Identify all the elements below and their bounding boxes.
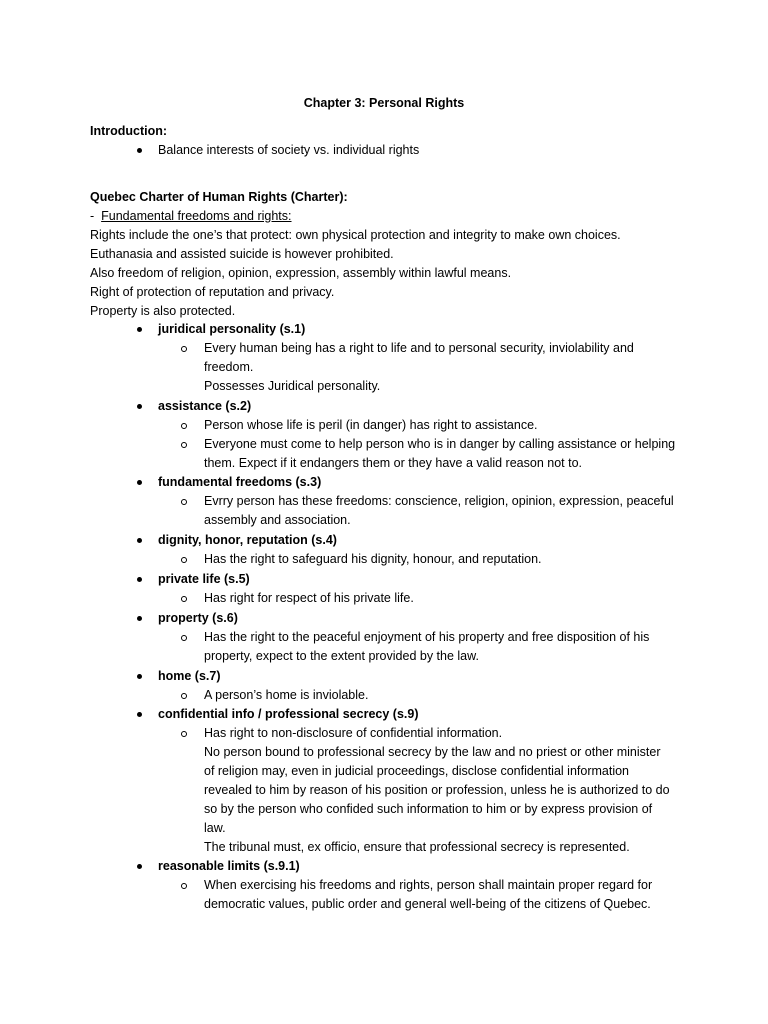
bullet-icon [137, 712, 142, 717]
charter-line: Rights include the one’s that protect: own physical protection and integrity to make own choices. [90, 228, 621, 242]
charter-line: Property is also protected. [90, 304, 236, 318]
bullet-icon [137, 404, 142, 409]
sub-bullet-icon [181, 883, 187, 889]
sub-bullet-icon [181, 635, 187, 641]
sub-bullet-icon [181, 557, 187, 563]
section-heading-s7: home (s.7) [158, 669, 221, 683]
bullet-icon [137, 148, 142, 153]
charter-subheading: Fundamental freedoms and rights: [101, 209, 292, 223]
section-heading-s1: juridical personality (s.1) [158, 322, 306, 336]
section-item: democratic values, public order and general well-being of the citizens of Quebec. [204, 897, 651, 911]
dash-marker: - [90, 209, 95, 223]
section-item: property, expect to the extent provided by the law. [204, 649, 479, 663]
section-heading-s6: property (s.6) [158, 611, 238, 625]
intro-heading: Introduction: [90, 124, 168, 138]
section-item: Every human being has a right to life and to personal security, inviolability and [204, 341, 634, 355]
section-item: Evrry person has these freedoms: conscience, religion, opinion, expression, peaceful [204, 494, 674, 508]
section-item: Possesses Juridical personality. [204, 379, 381, 393]
section-item: The tribunal must, ex officio, ensure that professional secrecy is represented. [204, 840, 630, 854]
section-heading-s2: assistance (s.2) [158, 399, 252, 413]
section-item: Has the right to safeguard his dignity, honour, and reputation. [204, 552, 542, 566]
charter-line: Right of protection of reputation and privacy. [90, 285, 335, 299]
bullet-icon [137, 480, 142, 485]
section-heading-s3: fundamental freedoms (s.3) [158, 475, 322, 489]
intro-bullet-text: Balance interests of society vs. individual rights [158, 143, 420, 157]
charter-line: Euthanasia and assisted suicide is however prohibited. [90, 247, 394, 261]
sub-bullet-icon [181, 423, 187, 429]
bullet-icon [137, 538, 142, 543]
section-item: Has the right to the peaceful enjoyment of his property and free disposition of his [204, 630, 650, 644]
bullet-icon [137, 864, 142, 869]
section-item: freedom. [204, 360, 254, 374]
sub-bullet-icon [181, 346, 187, 352]
section-heading-s91: reasonable limits (s.9.1) [158, 859, 300, 873]
bullet-icon [137, 327, 142, 332]
section-item: Person whose life is peril (in danger) has right to assistance. [204, 418, 538, 432]
section-heading-s4: dignity, honor, reputation (s.4) [158, 533, 337, 547]
sub-bullet-icon [181, 499, 187, 505]
section-item: Has right to non-disclosure of confidential information. [204, 726, 503, 740]
section-heading-s9: confidential info / professional secrecy (s.9) [158, 707, 419, 721]
section-item: Has right for respect of his private life. [204, 591, 414, 605]
charter-subheading-row [90, 207, 292, 226]
sub-bullet-icon [181, 442, 187, 448]
section-item: A person’s home is inviolable. [204, 688, 369, 702]
bullet-icon [137, 577, 142, 582]
page-title: Chapter 3: Personal Rights [303, 96, 465, 110]
section-item: of religion may, even in judicial proceedings, disclose confidential information [204, 764, 629, 778]
sub-bullet-icon [181, 596, 187, 602]
charter-line: Also freedom of religion, opinion, expression, assembly within lawful means. [90, 266, 512, 280]
section-item: No person bound to professional secrecy by the law and no priest or other minister [204, 745, 661, 759]
charter-heading: Quebec Charter of Human Rights (Charter): [90, 190, 348, 204]
section-item: When exercising his freedoms and rights, person shall maintain proper regard for [204, 878, 653, 892]
section-item: them. Expect if it endangers them or they have a valid reason not to. [204, 456, 582, 470]
bullet-icon [137, 616, 142, 621]
section-item: revealed to him by reason of his position or profession, unless he is authorized to do [204, 783, 670, 797]
section-item: Everyone must come to help person who is in danger by calling assistance or helping [204, 437, 676, 451]
section-item: law. [204, 821, 226, 835]
section-item: assembly and association. [204, 513, 351, 527]
sub-bullet-icon [181, 731, 187, 737]
sub-bullet-icon [181, 693, 187, 699]
section-heading-s5: private life (s.5) [158, 572, 250, 586]
section-item: so by the person who confided such information to him or by express provision of [204, 802, 653, 816]
bullet-icon [137, 674, 142, 679]
